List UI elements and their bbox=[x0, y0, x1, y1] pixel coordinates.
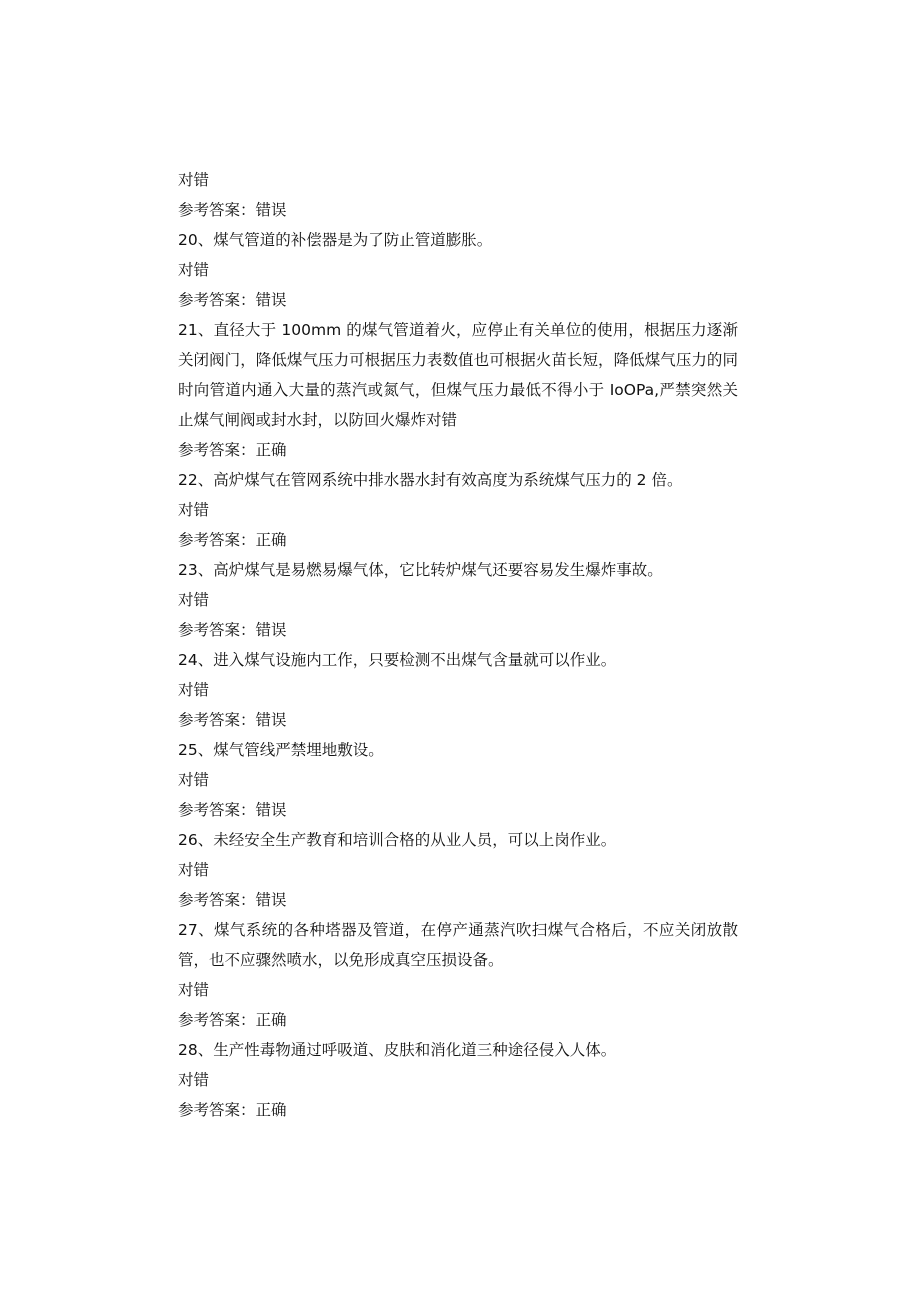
document-body bbox=[178, 165, 738, 1125]
reference-answer: 参考答案：正确 bbox=[178, 441, 287, 459]
question-24: 24、进入煤气设施内工作，只要检测不出煤气含量就可以作业。 bbox=[178, 651, 617, 669]
question-27: 27、煤气系统的各种塔器及管道，在停产通蒸汽吹扫煤气合格后，不应关闭放散管，也不应骤然喷水，以免形成真空压损设备。 bbox=[178, 921, 738, 969]
options-text: 对错 bbox=[178, 681, 210, 699]
options-text: 对错 bbox=[178, 981, 210, 999]
question-21: 21、直径大于 100mm 的煤气管道着火，应停止有关单位的使用，根据压力逐渐关闭阀门，降低煤气压力可根据压力表数值也可根据火苗长短，降低煤气压力的同时向管道内通入大量的蒸汽或氮气，但煤气压力最低不得小于 IoOPa,严禁突然关止煤气闸阀或封水封，以防回火爆炸对错 bbox=[178, 321, 738, 429]
options-text: 对错 bbox=[178, 1071, 210, 1089]
question-20: 20、煤气管道的补偿器是为了防止管道膨胀。 bbox=[178, 231, 493, 249]
question-23: 23、高炉煤气是易燃易爆气体，它比转炉煤气还要容易发生爆炸事故。 bbox=[178, 561, 663, 579]
question-25: 25、煤气管线严禁埋地敷设。 bbox=[178, 741, 384, 759]
options-text: 对错 bbox=[178, 171, 210, 189]
options-text: 对错 bbox=[178, 771, 210, 789]
reference-answer: 参考答案：错误 bbox=[178, 711, 287, 729]
reference-answer: 参考答案：错误 bbox=[178, 291, 287, 309]
reference-answer: 参考答案：错误 bbox=[178, 801, 287, 819]
question-22: 22、高炉煤气在管网系统中排水器水封有效高度为系统煤气压力的 2 倍。 bbox=[178, 471, 683, 489]
options-text: 对错 bbox=[178, 861, 210, 879]
options-text: 对错 bbox=[178, 261, 210, 279]
reference-answer: 参考答案：错误 bbox=[178, 621, 287, 639]
reference-answer: 参考答案：错误 bbox=[178, 891, 287, 909]
reference-answer: 参考答案：正确 bbox=[178, 531, 287, 549]
reference-answer: 参考答案：正确 bbox=[178, 1011, 287, 1029]
reference-answer: 参考答案：错误 bbox=[178, 201, 287, 219]
options-text: 对错 bbox=[178, 501, 210, 519]
question-26: 26、未经安全生产教育和培训合格的从业人员，可以上岗作业。 bbox=[178, 831, 617, 849]
question-28: 28、生产性毒物通过呼吸道、皮肤和消化道三种途径侵入人体。 bbox=[178, 1041, 617, 1059]
reference-answer: 参考答案：正确 bbox=[178, 1101, 287, 1119]
options-text: 对错 bbox=[178, 591, 210, 609]
